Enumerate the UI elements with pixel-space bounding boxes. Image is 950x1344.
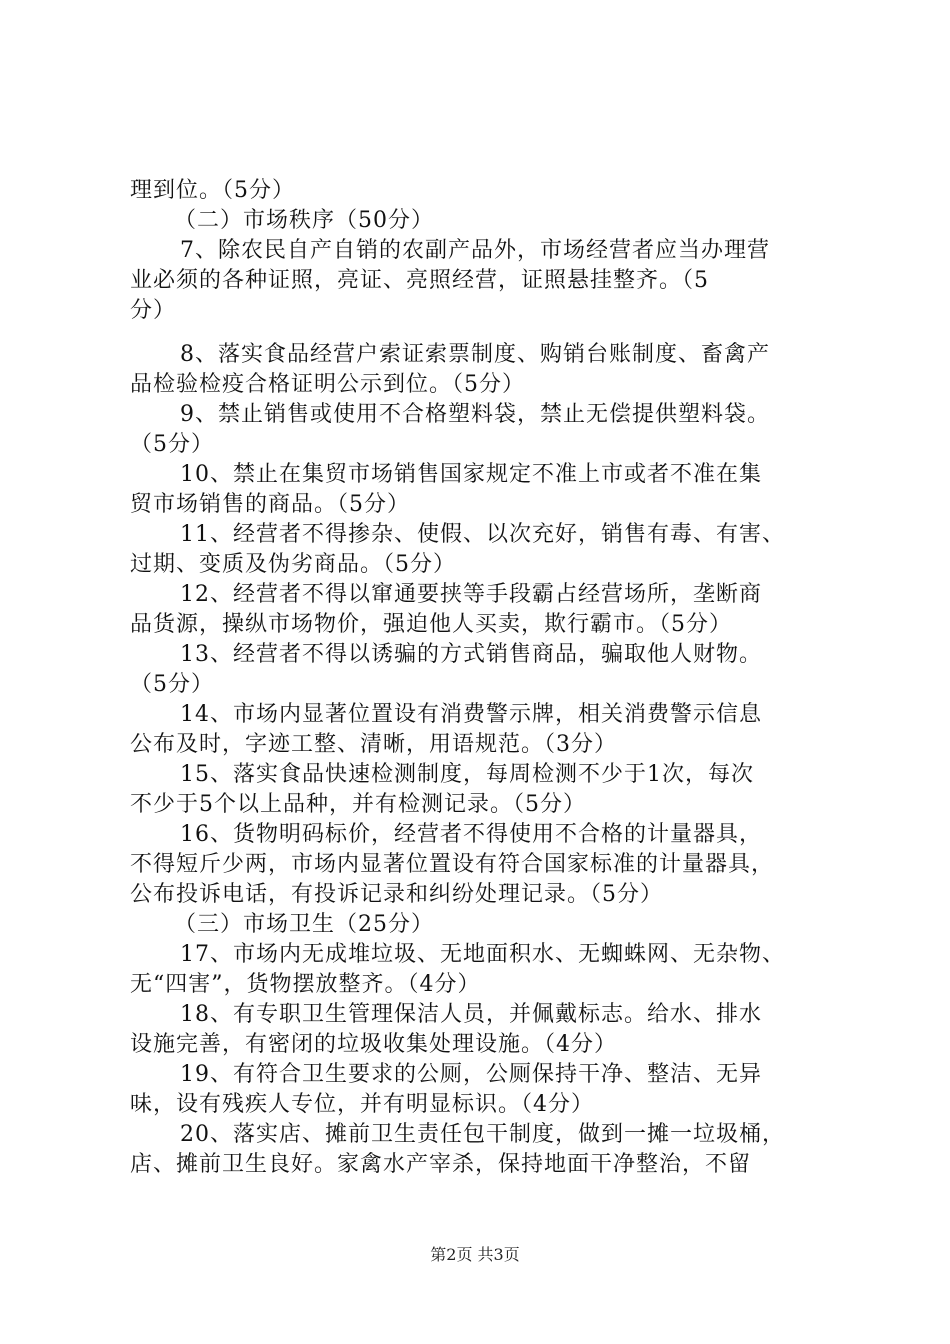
page-footer: 第2页 共3页 bbox=[430, 1245, 520, 1264]
paragraph-line: 店、摊前卫生良好。家禽水产宰杀，保持地面干净整治，不留 bbox=[130, 1152, 752, 1177]
paragraph-line: 贸市场销售的商品。（5分） bbox=[130, 492, 410, 517]
paragraph-line: 业必须的各种证照，亮证、亮照经营，证照悬挂整齐。（5 bbox=[130, 268, 709, 293]
paragraph-line: 15、落实食品快速检测制度，每周检测不少于1次，每次 bbox=[180, 762, 754, 787]
paragraph-line: 不得短斤少两，市场内显著位置设有符合国家标准的计量器具， bbox=[130, 852, 775, 877]
paragraph-line: 9、禁止销售或使用不合格塑料袋，禁止无偿提供塑料袋。 bbox=[180, 402, 770, 427]
paragraph-line: 品检验检疫合格证明公示到位。（5分） bbox=[130, 372, 525, 397]
paragraph-line: 17、市场内无成堆垃圾、无地面积水、无蜘蛛网、无杂物、 bbox=[180, 942, 785, 967]
paragraph-line: 19、有符合卫生要求的公厕，公厕保持干净、整洁、无异 bbox=[180, 1062, 762, 1087]
paragraph-line: 12、经营者不得以窜通要挟等手段霸占经营场所，垄断商 bbox=[180, 582, 762, 607]
paragraph-line: 18、有专职卫生管理保洁人员，并佩戴标志。给水、排水 bbox=[180, 1002, 762, 1027]
section-heading: （三）市场卫生（25分） bbox=[174, 912, 434, 937]
paragraph-line: 设施完善，有密闭的垃圾收集处理设施。（4分） bbox=[130, 1032, 617, 1057]
paragraph-line: 味，设有残疾人专位，并有明显标识。（4分） bbox=[130, 1092, 594, 1117]
paragraph-line: 公布投诉电话，有投诉记录和纠纷处理记录。（5分） bbox=[130, 882, 663, 907]
paragraph-line: 公布及时，字迹工整、清晰，用语规范。（3分） bbox=[130, 732, 617, 757]
paragraph-line: 7、除农民自产自销的农副产品外，市场经营者应当办理营 bbox=[180, 238, 770, 263]
paragraph-line: 品货源，操纵市场物价，强迫他人买卖，欺行霸市。（5分） bbox=[130, 612, 732, 637]
paragraph-line: 14、市场内显著位置设有消费警示牌，相关消费警示信息 bbox=[180, 702, 762, 727]
paragraph-line: 11、经营者不得掺杂、使假、以次充好，销售有毒、有害、 bbox=[180, 522, 785, 547]
paragraph-line: 无“四害”，货物摆放整齐。（4分） bbox=[130, 972, 481, 997]
paragraph-line: 分） bbox=[130, 298, 177, 323]
paragraph-line: 过期、变质及伪劣商品。（5分） bbox=[130, 552, 456, 577]
section-heading: （二）市场秩序（50分） bbox=[174, 208, 434, 233]
paragraph-line: 20、落实店、摊前卫生责任包干制度，做到一摊一垃圾桶， bbox=[180, 1122, 785, 1147]
paragraph-line: 13、经营者不得以诱骗的方式销售商品，骗取他人财物。 bbox=[180, 642, 762, 667]
paragraph-line: （5分） bbox=[130, 672, 214, 697]
paragraph-line: （5分） bbox=[130, 432, 214, 457]
paragraph-line: 不少于5个以上品种，并有检测记录。（5分） bbox=[130, 792, 586, 817]
paragraph-line: 10、禁止在集贸市场销售国家规定不准上市或者不准在集 bbox=[180, 462, 762, 487]
paragraph-line: 16、货物明码标价，经营者不得使用不合格的计量器具， bbox=[180, 822, 762, 847]
document-body bbox=[130, 176, 850, 1180]
paragraph-line: 理到位。（5分） bbox=[130, 178, 295, 203]
paragraph-line: 8、落实食品经营户索证索票制度、购销台账制度、畜禽产 bbox=[180, 342, 770, 367]
